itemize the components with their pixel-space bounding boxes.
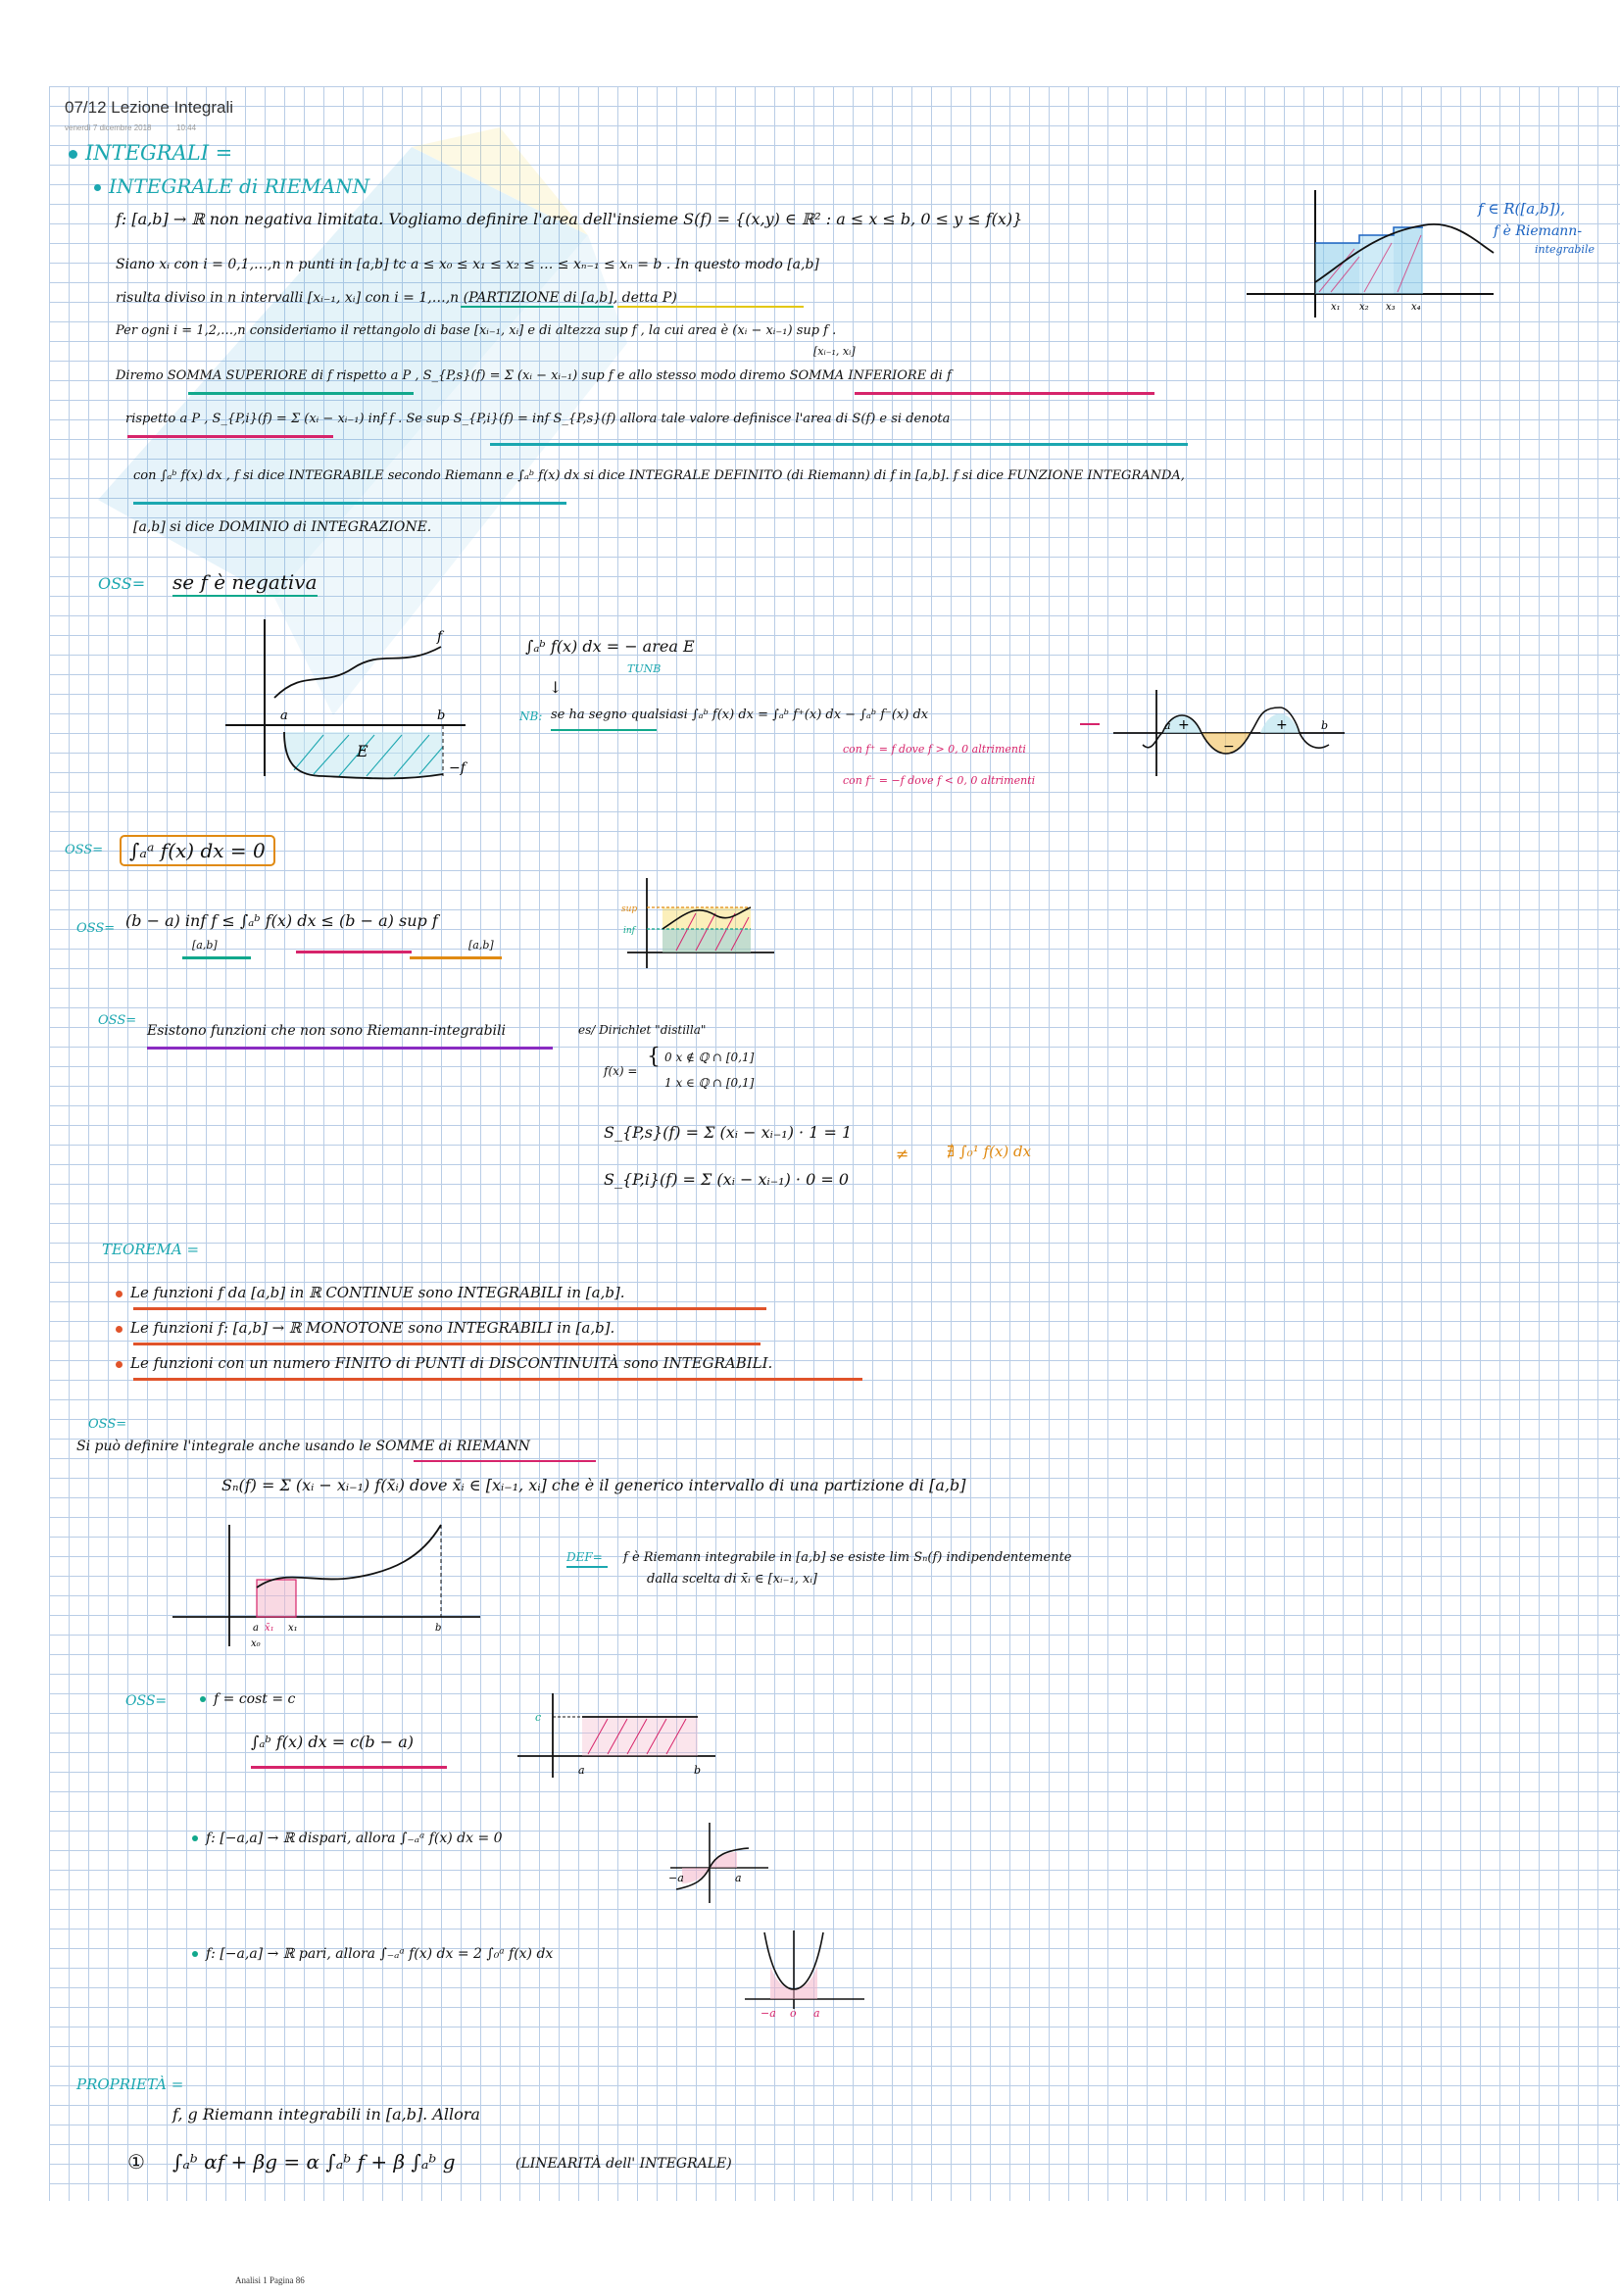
oss-zero-formula: ∫ₐᵃ f(x) dx = 0: [120, 835, 275, 866]
sums-underline: [414, 1460, 596, 1462]
dirichlet-case-2: 1 x ∈ ℚ ∩ [0,1]: [664, 1076, 755, 1090]
dirichlet-underline: [147, 1047, 553, 1050]
odd-minus-a: −a: [668, 1872, 684, 1884]
oss-bounds-sub-inf: [a,b]: [192, 939, 218, 952]
const-underline: [251, 1766, 447, 1769]
integral-underline: [133, 502, 566, 505]
intro-line-4-sub: [xᵢ₋₁, xᵢ]: [813, 345, 856, 358]
sums-b: b: [435, 1623, 442, 1634]
side-note-2: f è Riemann-: [1494, 223, 1583, 239]
tick-x2: x₂: [1359, 302, 1369, 313]
lower-sum-underline: [855, 392, 1154, 395]
sums-xbar: x̄₁: [265, 1623, 274, 1634]
tick-x4: x₄: [1411, 302, 1421, 313]
intro-line-2: Siano xᵢ con i = 0,1,…,n n punti in [a,b] tc a ≤ x₀ ≤ x₁ ≤ x₂ ≤ … ≤ xₙ₋₁ ≤ xₙ = b . In questo modo [a,b]: [116, 257, 819, 272]
even-text: f: [−a,a] → ℝ pari, allora ∫₋ₐᵃ f(x) dx = 2 ∫₀ᵃ f(x) dx: [192, 1946, 553, 1962]
oss-zero-label: OSS=: [65, 843, 104, 857]
const-a: a: [578, 1764, 585, 1777]
upper-sum-underline: [188, 392, 414, 395]
def-label: DEF=: [566, 1550, 603, 1564]
dirichlet-f: f(x) =: [604, 1064, 638, 1078]
side-note-1: f ∈ R([a,b]),: [1478, 200, 1565, 218]
oss-bounds-sub-sup: [a,b]: [468, 939, 494, 952]
oss-dirichlet-label: OSS=: [98, 1013, 137, 1028]
def-line-2: dalla scelta di x̄ᵢ ∈ [xᵢ₋₁, xᵢ]: [647, 1572, 818, 1587]
bounds-graph: [617, 874, 784, 972]
nb-text: se ha segno qualsiasi ∫ₐᵇ f(x) dx = ∫ₐᵇ f⁺(x) dx − ∫ₐᵇ f⁻(x) dx: [551, 708, 929, 722]
odd-function-graph: [666, 1819, 774, 1907]
const-b: b: [694, 1764, 702, 1777]
properties-formula: ∫ₐᵇ αf + βg = α ∫ₐᵇ f + β ∫ₐᵇ g: [172, 2150, 456, 2174]
page-footer: Analisi 1 Pagina 86: [235, 2275, 305, 2285]
dirichlet-neq: ≠: [896, 1145, 909, 1163]
integral-bound-underline: [296, 951, 412, 953]
oss-neg-formula: ∫ₐᵇ f(x) dx = − area E: [525, 637, 695, 656]
dirichlet-sum-s: S_{P,s}(f) = Σ (xᵢ − xᵢ₋₁) · 1 = 1: [604, 1123, 853, 1142]
wave-minus: −: [1223, 739, 1235, 755]
properties-label: PROPRIETÀ =: [76, 2076, 184, 2093]
oss-bounds-formula: (b − a) inf f ≤ ∫ₐᵇ f(x) dx ≤ (b − a) sup f: [125, 911, 438, 930]
def-line-1: f è Riemann integrabile in [a,b] se esiste lim Sₙ(f) indipendentemente: [623, 1550, 1072, 1565]
sums-a: a: [253, 1623, 259, 1634]
even-o: o: [790, 2007, 797, 2020]
arrow-down-icon: ↓: [549, 678, 563, 697]
pink-arrow: [1080, 723, 1100, 725]
even-a: a: [813, 2007, 820, 2020]
intro-line-4: Per ogni i = 1,2,…,n consideriamo il rettangolo di base [xᵢ₋₁, xᵢ] e di altezza sup f , la cui area è (xᵢ − xᵢ₋₁) sup f .: [116, 323, 837, 338]
graph-minus-f: −f: [449, 760, 466, 776]
fplus-def: con f⁺ = f dove f > 0, 0 altrimenti: [843, 743, 1026, 756]
graph-E: E: [357, 742, 368, 760]
graph-b: b: [437, 708, 446, 723]
wave-plus-2: +: [1276, 717, 1288, 733]
intro-line-6: rispetto a P , S_{P,i}(f) = Σ (xᵢ − xᵢ₋₁) inf f . Se sup S_{P,i}(f) = inf S_{P,s}(f) allora tale valore definisce l'area di S(f) e si denota: [125, 412, 951, 426]
nb-label: NB:: [519, 709, 543, 723]
page-time: 10:44: [176, 123, 197, 132]
area-underline: [490, 443, 1188, 446]
sup-underline: [410, 956, 502, 959]
oss-dirichlet-text: Esistono funzioni che non sono Riemann-integrabili: [147, 1023, 506, 1039]
brace-icon: {: [647, 1045, 661, 1069]
oss-const-label: OSS=: [125, 1693, 168, 1709]
sign-wave-graph: [1113, 686, 1349, 784]
negative-function-graph: [206, 610, 470, 796]
section-subtitle: INTEGRALE di RIEMANN: [94, 174, 369, 198]
inf-underline: [182, 956, 251, 959]
graph-a: a: [280, 708, 288, 723]
const-c: c: [535, 1711, 542, 1724]
properties-intro: f, g Riemann integrabili in [a,b]. Allora: [172, 2105, 480, 2124]
dirichlet-case-1: 0 x ∉ ℚ ∩ [0,1]: [664, 1050, 755, 1064]
intro-line-8: [a,b] si dice DOMINIO di INTEGRAZIONE.: [133, 519, 432, 535]
intro-line-5: Diremo SOMMA SUPERIORE di f rispetto a P , S_{P,s}(f) = Σ (xᵢ − xᵢ₋₁) sup f e allo stesso modo diremo SOMMA INFERIORE di f: [116, 368, 952, 383]
fminus-def: con f⁻ = −f dove f < 0, 0 altrimenti: [843, 774, 1036, 787]
theorem-underline-1: [133, 1307, 766, 1310]
dirichlet-conclusion: ∄ ∫₀¹ f(x) dx: [947, 1143, 1032, 1160]
oss-sums-label: OSS=: [88, 1417, 127, 1432]
bounds-inf: inf: [623, 926, 636, 936]
bounds-sup: sup: [621, 904, 638, 914]
side-note-3: integrabile: [1535, 243, 1595, 256]
def-underline: [566, 1566, 608, 1568]
odd-text: f: [−a,a] → ℝ dispari, allora ∫₋ₐᵃ f(x) dx = 0: [192, 1831, 503, 1846]
section-title: INTEGRALI =: [69, 141, 232, 165]
theorem-underline-2: [133, 1343, 761, 1345]
tick-x3: x₃: [1386, 302, 1396, 313]
oss-dirichlet-example: es/ Dirichlet "distilla": [578, 1023, 707, 1037]
tick-x1: x₁: [1331, 302, 1341, 313]
oss-sums-formula: Sₙ(f) = Σ (xᵢ − xᵢ₋₁) f(x̄ᵢ) dove x̄ᵢ ∈ [xᵢ₋₁, xᵢ] che è il generico intervallo di una partizione di [a,b]: [221, 1476, 966, 1494]
page-date: venerdì 7 dicembre 2018: [65, 123, 152, 132]
oss-neg-text: se f è negativa: [172, 570, 318, 597]
theorem-item-2: Le funzioni f: [a,b] → ℝ MONOTONE sono INTEGRABILI in [a,b].: [116, 1319, 614, 1337]
sums-x0: x₀: [251, 1638, 261, 1649]
theorem-item-1: Le funzioni f da [a,b] in ℝ CONTINUE sono INTEGRABILI in [a,b].: [116, 1284, 625, 1301]
oss-const-formula: ∫ₐᵇ f(x) dx = c(b − a): [251, 1733, 414, 1751]
odd-a: a: [735, 1872, 742, 1884]
oss-const-line: f = cost = c: [200, 1691, 295, 1707]
theorem-label: TEOREMA =: [102, 1241, 200, 1258]
oss-neg-label: OSS=: [98, 574, 146, 593]
intro-line-1: f: [a,b] → ℝ non negativa limitata. Vogliamo definire l'area dell'insieme S(f) = {(x,y) ∈ ℝ² : a ≤ x ≤ b, 0 ≤ y ≤ f(x)}: [116, 210, 1023, 228]
theorem-underline-3: [133, 1378, 862, 1381]
oss-bounds-label: OSS=: [76, 921, 116, 936]
riemann-sum-graph: [1237, 184, 1501, 321]
wave-a: a: [1164, 719, 1171, 732]
grid-paper: [49, 86, 1620, 2201]
wave-b: b: [1321, 719, 1329, 732]
even-minus-a: −a: [761, 2007, 776, 2020]
nb-underline: [551, 729, 657, 731]
rispetto-underline: [127, 435, 333, 438]
intro-line-3: risulta diviso in n intervalli [xᵢ₋₁, xᵢ] con i = 1,…,n (PARTIZIONE di [a,b], detta P): [116, 290, 677, 306]
even-function-graph: [741, 1927, 868, 2025]
partition-underline-2: [617, 306, 804, 308]
theorem-item-3: Le funzioni con un numero FINITO di PUNTI di DISCONTINUITÀ sono INTEGRABILI.: [116, 1354, 772, 1372]
partition-underline: [461, 306, 614, 308]
intro-line-7: con ∫ₐᵇ f(x) dx , f si dice INTEGRABILE secondo Riemann e ∫ₐᵇ f(x) dx si dice INTEGRALE DEFINITO (di Riemann) di f in [a,b]. f si dice FUNZIONE INTEGRANDA,: [133, 468, 1185, 483]
properties-num: ①: [127, 2150, 145, 2174]
page-title: 07/12 Lezione Integrali: [65, 98, 234, 117]
graph-f: f: [437, 629, 443, 645]
sums-x1: x₁: [288, 1623, 298, 1634]
riemann-sums-graph: [167, 1519, 490, 1656]
properties-note: (LINEARITÀ dell' INTEGRALE): [515, 2156, 732, 2172]
oss-sums-text: Si può definire l'integrale anche usando le SOMME di RIEMANN: [76, 1439, 530, 1454]
dirichlet-sum-i: S_{P,i}(f) = Σ (xᵢ − xᵢ₋₁) · 0 = 0: [604, 1170, 850, 1189]
oss-neg-formula-sub: TUNB: [627, 662, 662, 675]
wave-plus-1: +: [1178, 717, 1190, 733]
constant-graph: [514, 1687, 719, 1785]
